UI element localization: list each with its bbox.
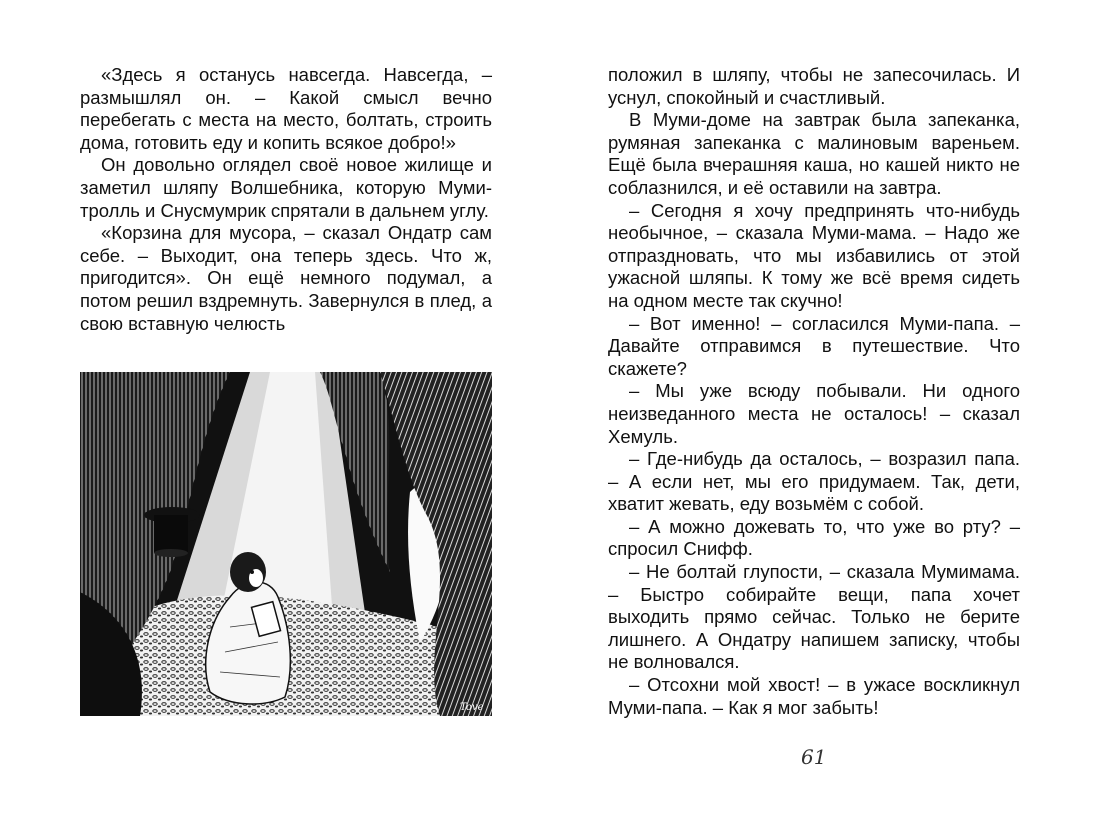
right-text-column bbox=[608, 64, 1020, 719]
paragraph: – Сегодня я хочу предпринять что-нибудь необычное, – сказала Муми-мама. – Надо же отпраздновать, что мы избавились от этой ужасной шляпы. К тому же всё время сидеть на одном месте так скучно! bbox=[608, 199, 1020, 311]
paragraph: – Где-нибудь да осталось, – возразил папа. – А если нет, мы его придумаем. Так, дети, хватит жевать, еду возьмём с собой. bbox=[608, 448, 1020, 515]
paragraph: – Мы уже всюду побывали. Ни одного неизведанного места не осталось! – сказал Хемуль. bbox=[608, 380, 1020, 447]
left-text-column bbox=[80, 64, 492, 335]
artist-signature: Tove bbox=[460, 702, 484, 713]
paragraph: В Муми-доме на завтрак была запеканка, румяная запеканка с малиновым вареньем. Ещё была вчерашняя каша, но кашей никто не соблазнился, и её оставили на завтра. bbox=[608, 109, 1020, 198]
paragraph: – Отсохни мой хвост! – в ужасе воскликнул Муми-папа. – Как я мог забыть! bbox=[608, 674, 1020, 718]
paragraph: «Корзина для мусора, – сказал Ондатр сам себе. – Выходит, она теперь здесь. Что ж, пригодится». Он ещё немного подумал, а потом решил вздремнуть. Завернулся в плед, а свою вставную челюсть bbox=[80, 222, 492, 334]
cave-illustration bbox=[80, 372, 492, 716]
paragraph: Он довольно оглядел своё новое жилище и заметил шляпу Волшебника, которую Муми-тролль и Снусмумрик спрятали в дальнем углу. bbox=[80, 154, 492, 221]
paragraph: положил в шляпу, чтобы не запесочилась. И уснул, спокойный и счастливый. bbox=[608, 64, 1020, 108]
paragraph: – Вот именно! – согласился Муми-папа. – Давайте отправимся в путешествие. Что скажете? bbox=[608, 312, 1020, 379]
paragraph: «Здесь я останусь навсегда. Навсегда, – размышлял он. – Какой смысл вечно перебегать с места на место, болтать, строить дома, готовить еду и копить всякое добро!» bbox=[80, 64, 492, 153]
paragraph: – Не болтай глупости, – сказала Мумимама. – Быстро собирайте вещи, папа хочет выходить прямо сейчас. Только не берите лишнего. А Ондатру напишем записку, чтобы не волновался. bbox=[608, 561, 1020, 673]
paragraph: – А можно дожевать то, что уже во рту? – спросил Снифф. bbox=[608, 515, 1020, 560]
page-number: 61 bbox=[801, 745, 827, 769]
